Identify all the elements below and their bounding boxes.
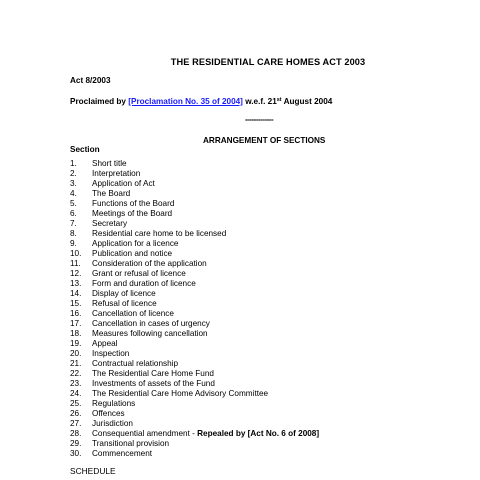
section-number: 24. — [70, 389, 82, 398]
proclamation-prefix: Proclaimed by — [70, 97, 129, 106]
section-title-text: Display of licence — [92, 289, 156, 298]
section-title — [92, 439, 169, 448]
proclamation-date-prefix: w.e.f. 21 — [242, 97, 277, 106]
section-list-item — [70, 219, 319, 229]
section-title-text: The Board — [92, 189, 131, 198]
section-title — [92, 409, 125, 418]
section-title — [92, 289, 156, 298]
section-number: 21. — [70, 359, 82, 368]
section-list-item — [70, 269, 319, 279]
section-title — [92, 219, 127, 228]
section-title — [92, 279, 196, 288]
section-title — [92, 429, 319, 438]
section-number: 14. — [70, 289, 82, 298]
section-number: 7. — [70, 219, 77, 228]
section-title-text: Commencement — [92, 449, 153, 458]
section-list-item — [70, 179, 319, 189]
section-number: 15. — [70, 299, 82, 308]
section-title-text: Appeal — [92, 339, 118, 348]
section-list-item — [70, 289, 319, 299]
section-number: 12. — [70, 269, 82, 278]
section-title-text: Consideration of the application — [92, 259, 207, 268]
section-list-item — [70, 339, 319, 349]
section-title — [92, 299, 157, 308]
section-title-text: Interpretation — [92, 169, 141, 178]
section-title — [92, 379, 215, 388]
section-title-text: Cancellation of licence — [92, 309, 174, 318]
section-title-text: The Residential Care Home Advisory Committee — [92, 389, 269, 398]
section-number: 28. — [70, 429, 82, 438]
section-list-item — [70, 159, 319, 169]
separator-line: ------------- — [245, 115, 274, 124]
section-title — [92, 399, 135, 408]
section-list-item — [70, 309, 319, 319]
section-title — [92, 449, 152, 458]
section-list-item — [70, 209, 319, 219]
section-title-text: Application of Act — [92, 179, 155, 188]
section-title-text: Offences — [92, 409, 125, 418]
section-list-item — [70, 249, 319, 259]
section-title-text: Publication and notice — [92, 249, 173, 258]
section-number: 3. — [70, 179, 77, 188]
section-number: 27. — [70, 419, 82, 428]
section-number: 4. — [70, 189, 77, 198]
section-title — [92, 159, 127, 168]
section-title — [92, 269, 186, 278]
section-number: 25. — [70, 399, 82, 408]
section-number: 6. — [70, 209, 77, 218]
section-list-item — [70, 439, 319, 449]
section-title-text: Inspection — [92, 349, 130, 358]
section-title-text: Transitional provision — [92, 439, 170, 448]
section-title — [92, 199, 174, 208]
section-number: 11. — [70, 259, 81, 268]
section-title — [92, 309, 174, 318]
section-number: 1. — [70, 159, 77, 168]
section-number: 13. — [70, 279, 82, 288]
section-number: 26. — [70, 409, 82, 418]
section-title — [92, 339, 118, 348]
section-title-text: Measures following cancellation — [92, 329, 208, 338]
section-list-item — [70, 319, 319, 329]
section-number: 5. — [70, 199, 77, 208]
section-title — [92, 419, 133, 428]
section-title-text: Form and duration of licence — [92, 279, 196, 288]
section-number: 22. — [70, 369, 82, 378]
section-title-text: Regulations — [92, 399, 136, 408]
section-list-item — [70, 349, 319, 359]
section-title — [92, 369, 214, 378]
section-title — [92, 319, 210, 328]
proclamation-link[interactable]: [Proclamation No. 35 of 2004] — [128, 97, 243, 106]
section-title-text: Short title — [92, 159, 127, 168]
section-title — [92, 209, 172, 218]
proclamation-date-superscript: st — [276, 97, 282, 103]
section-title-text: Meetings of the Board — [92, 209, 173, 218]
section-number: 10. — [70, 249, 82, 258]
section-number: 2. — [70, 169, 77, 178]
section-title — [92, 249, 172, 258]
section-title — [92, 229, 226, 238]
act-number: Act 8/2003 — [70, 76, 111, 85]
section-list-item — [70, 419, 319, 429]
section-title-text: Cancellation in cases of urgency — [92, 319, 210, 328]
section-number: 23. — [70, 379, 82, 388]
section-title — [92, 389, 268, 398]
section-title — [92, 179, 155, 188]
section-title-text: Functions of the Board — [92, 199, 175, 208]
section-column-heading: Section — [70, 145, 100, 154]
section-title-text: Consequential amendment - — [92, 429, 198, 438]
section-list-item — [70, 449, 319, 459]
section-list-item — [70, 229, 319, 239]
section-list-item — [70, 189, 319, 199]
section-list-item — [70, 369, 319, 379]
section-title-text: Jurisdiction — [92, 419, 133, 428]
section-number: 9. — [70, 239, 77, 248]
section-title — [92, 259, 207, 268]
section-list-item — [70, 259, 319, 269]
section-title-text: Refusal of licence — [92, 299, 157, 308]
section-list-item — [70, 279, 319, 289]
section-list-item — [70, 399, 319, 409]
section-repeal-note: Repealed by [Act No. 6 of 2008] — [197, 429, 320, 438]
proclamation-date-suffix: August 2004 — [281, 97, 333, 106]
section-title-text: The Residential Care Home Fund — [92, 369, 214, 378]
section-title-text: Investments of assets of the Fund — [92, 379, 215, 388]
section-title — [92, 189, 130, 198]
section-title-text: Secretary — [92, 219, 128, 228]
sections-list — [70, 159, 319, 459]
section-number: 17. — [70, 319, 82, 328]
schedule-label: SCHEDULE — [70, 466, 116, 476]
section-list-item — [70, 409, 319, 419]
section-number: 16. — [70, 309, 82, 318]
section-number: 8. — [70, 229, 77, 238]
section-number: 19. — [70, 339, 82, 348]
section-list-item — [70, 239, 319, 249]
section-title — [92, 239, 178, 248]
section-list-item — [70, 379, 319, 389]
section-title-text: Grant or refusal of licence — [92, 269, 186, 278]
section-list-item — [70, 329, 319, 339]
section-title-text: Contractual relationship — [92, 359, 179, 368]
section-title — [92, 169, 140, 178]
section-title — [92, 329, 208, 338]
section-list-item — [70, 389, 319, 399]
section-title-text: Application for a licence — [92, 239, 179, 248]
proclamation-line — [70, 97, 332, 106]
section-list-item — [70, 359, 319, 369]
section-title — [92, 359, 178, 368]
section-number: 30. — [70, 449, 82, 458]
section-list-item — [70, 169, 319, 179]
section-title-text: Residential care home to be licensed — [92, 229, 227, 238]
section-list-item — [70, 429, 319, 439]
section-number: 18. — [70, 329, 82, 338]
section-number: 20. — [70, 349, 82, 358]
document-title: THE RESIDENTIAL CARE HOMES ACT 2003 — [170, 57, 366, 67]
arrangement-heading: ARRANGEMENT OF SECTIONS — [203, 136, 326, 145]
section-number: 29. — [70, 439, 82, 448]
section-title — [92, 349, 129, 358]
section-list-item — [70, 299, 319, 309]
section-list-item — [70, 199, 319, 209]
